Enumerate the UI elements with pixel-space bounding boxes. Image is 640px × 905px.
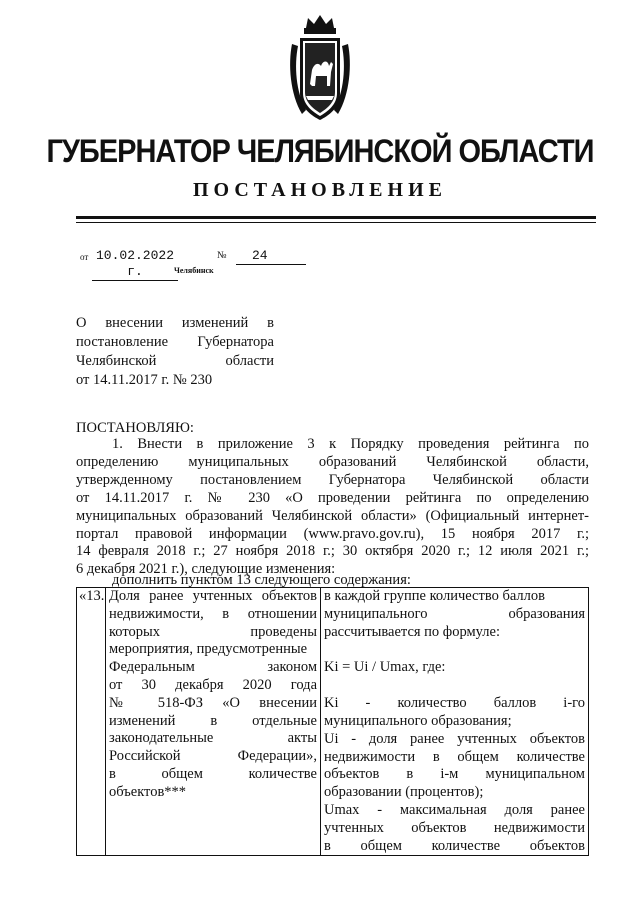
document-subject xyxy=(76,314,274,390)
paragraph-line: от 14.11.2017 г. № 230 «О проведении рейтинга по определению xyxy=(76,489,589,506)
decree-word: ПОСТАНОВЛЯЮ: xyxy=(76,420,194,436)
method-line: муниципального образования; xyxy=(324,712,512,729)
amendment-table xyxy=(76,587,589,856)
paragraph-line: 14 февраля 2018 г.; 27 ноября 2018 г.; 30 октября 2020 г.; 12 июля 2021 г.; xyxy=(76,543,589,560)
paragraph-line: 6 декабря 2021 г.), следующие изменения: xyxy=(76,561,336,578)
indicator-line: мероприятия, предусмотренные xyxy=(109,641,308,658)
method-cell xyxy=(321,588,589,856)
blank-line xyxy=(324,641,585,659)
method-line: Ki - количество баллов i-го xyxy=(324,695,585,712)
indicator-line: в общем количестве xyxy=(109,765,317,782)
subject-line: О внесении изменений в xyxy=(76,315,274,331)
method-line: объектов в i-м муниципальном xyxy=(324,766,585,783)
table-row xyxy=(77,588,589,856)
paragraph-line: 1. Внести в приложение 3 к Порядку проведения рейтинга по xyxy=(112,436,589,452)
subject-line: от 14.11.2017 г. № 230 xyxy=(76,372,213,388)
indicator-line: законодательные акты xyxy=(109,730,317,747)
method-line: в каждой группе количество баллов xyxy=(324,588,545,604)
item-number-cell xyxy=(77,588,106,856)
method-line: рассчитывается по формуле: xyxy=(324,623,500,640)
indicator-line: объектов*** xyxy=(109,783,187,800)
item-number: «13. xyxy=(79,588,105,604)
body-paragraph xyxy=(76,436,589,579)
indicator-line: Доля ранее учтенных объектов xyxy=(109,588,317,604)
method-line: Ui - доля ранее учтенных объектов xyxy=(324,730,585,747)
indicator-line: от 30 декабря 2020 года xyxy=(109,676,317,693)
paragraph-line: портал правовой информации (www.pravo.gov.ru), 15 ноября 2017 г.; xyxy=(76,525,589,542)
header-rule-thin xyxy=(76,222,596,223)
city-name: Челябинск xyxy=(174,266,214,275)
document-date: 10.02.2022 г. xyxy=(92,248,178,281)
subject-line: постановление Губернатора xyxy=(76,334,274,350)
document-number: 24 xyxy=(236,248,306,265)
indicator-cell xyxy=(106,588,321,856)
indicator-line: № 518-ФЗ «О внесении xyxy=(109,694,317,711)
formula-line: Ki = Ui / Umax, где: xyxy=(324,659,446,676)
indicator-line: которых проведены xyxy=(109,623,317,640)
paragraph-line: определению муниципальных образований Челябинской области, xyxy=(76,453,589,470)
method-line: образовании (процентов); xyxy=(324,784,484,801)
method-line: недвижимости в общем количестве xyxy=(324,748,585,765)
blank-line xyxy=(324,677,585,695)
indicator-line: Федеральным законом xyxy=(109,659,317,676)
method-line: в общем количестве объектов xyxy=(324,837,585,854)
header-rule-thick xyxy=(76,216,596,219)
indicator-line: изменений в отдельные xyxy=(109,712,317,729)
indicator-line: Российской Федерации», xyxy=(109,748,317,765)
subject-line: Челябинской области xyxy=(76,353,274,369)
document-type: ПОСТАНОВЛЕНИЕ xyxy=(193,179,447,201)
authority-title: ГУБЕРНАТОР ЧЕЛЯБИНСКОЙ ОБЛАСТИ xyxy=(46,134,594,170)
method-line: Umax - максимальная доля ранее xyxy=(324,801,585,818)
coat-of-arms-emblem xyxy=(288,14,352,126)
date-prefix: от xyxy=(80,252,89,262)
method-line: учтенных объектов недвижимости xyxy=(324,819,585,836)
paragraph-line: муниципальных образований Челябинской области» (Официальный интернет- xyxy=(76,507,589,524)
number-sign: № xyxy=(217,250,227,261)
paragraph-line: утвержденному постановлением Губернатора Челябинской области xyxy=(76,471,589,488)
method-line: муниципального образования xyxy=(324,605,585,622)
indicator-line: недвижимости, в отношении xyxy=(109,605,317,622)
amendment-intro: дополнить пунктом 13 следующего содержания: xyxy=(112,572,411,588)
